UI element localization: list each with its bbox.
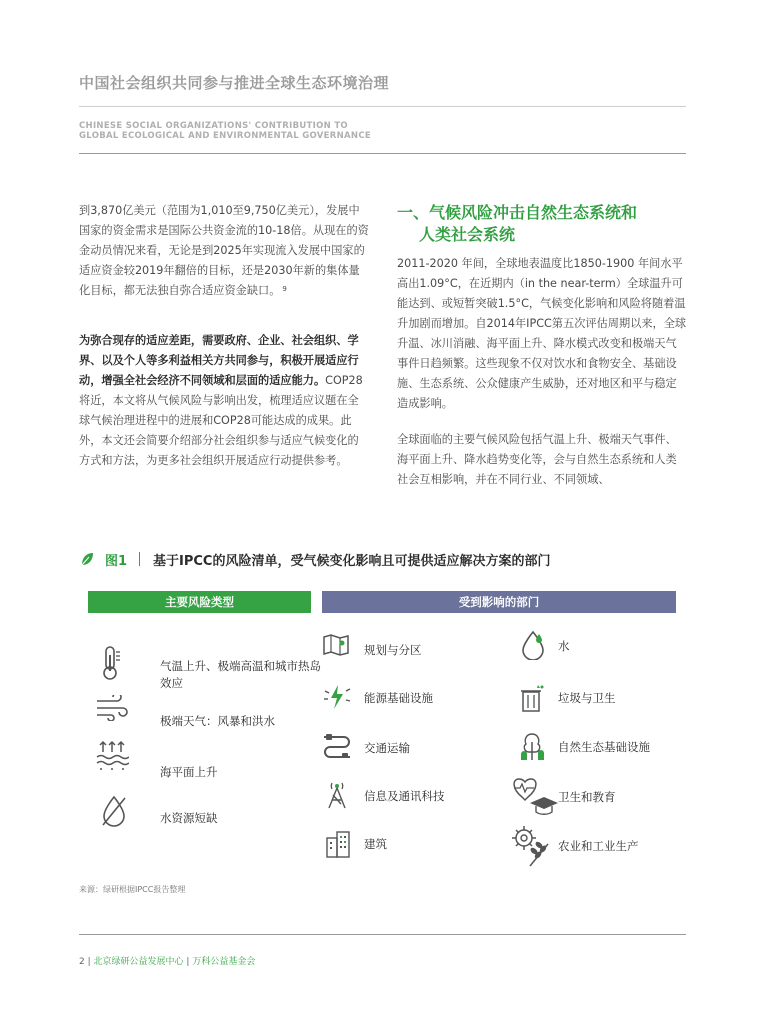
page-header-title: 中国社会组织共同参与推进全球生态环境治理 [79, 74, 390, 92]
right-paragraph-1 [397, 254, 687, 414]
leaf-icon [79, 551, 95, 567]
section-title-line1: 一、气候风险冲击自然生态系统和 [397, 203, 638, 222]
trash-icon [519, 683, 545, 713]
health-education-icon [508, 775, 558, 817]
sector-label-ict: 信息及通讯科技 [364, 789, 445, 803]
transport-icon [322, 733, 352, 759]
risk-label-sea-level: 海平面上升 [160, 765, 218, 779]
risk-label-storm: 极端天气：风暴和洪水 [160, 714, 275, 728]
sector-label-energy: 能源基础设施 [364, 691, 433, 705]
figure-number: 图1 [105, 554, 128, 569]
energy-icon [322, 683, 352, 711]
footer-separator-1: | [87, 957, 94, 967]
left-paragraph-1 [79, 201, 369, 301]
agriculture-icon [510, 824, 554, 868]
left-para1-text: 到3,870亿美元（范围为1,010至9,750亿美元），发展中国家的资金需求是国际公共资金流的10-18倍。从现在的资金动员情况来看，无论是到2025年实现流入发展中国家的适应资金较2019年翻倍的目标，还是2030年新的集体量化目标，都无法独自弥合适应资金缺口。 [79, 204, 369, 297]
figure-title-separator [139, 552, 140, 566]
page-header-english [79, 121, 371, 141]
footer-divider [79, 934, 686, 935]
header-english-line1: CHINESE SOCIAL ORGANIZATIONS' CONTRIBUTION TO [79, 121, 348, 131]
footer-separator-2: | [186, 957, 193, 967]
footer-org-1: 北京绿研公益发展中心 [93, 957, 184, 967]
risk-types-header: 主要风险类型 [88, 591, 311, 613]
right-para2-text: 全球面临的主要气候风险包括气温上升、极端天气事件、海平面上升、降水趋势变化等，会与自然生态系统和人类社会互相影响，并在不同行业、不同领域、 [397, 433, 677, 486]
section-title [397, 202, 697, 246]
left-para2-rest: COP28将近，本文将从气候风险与影响出发，梳理适应议题在全球气候治理进程中的进展和COP28可能达成的成果。此外，本文还会简要介绍部分社会组织参与适应气候变化的方式和方法，为更多社会组织开展适应行动提供参考。 [79, 374, 363, 467]
sector-label-waste: 垃圾与卫生 [558, 691, 616, 705]
header-divider [79, 106, 686, 107]
water-drop-icon [519, 630, 547, 660]
sector-label-water: 水 [558, 639, 570, 653]
figure-source: 来源：绿研根据IPCC报告整理 [79, 885, 186, 894]
header-bottom-divider [79, 153, 686, 154]
footer-org-2: 万科公益基金会 [192, 957, 256, 967]
footnote-marker[interactable]: 9 [282, 285, 287, 293]
sea-level-icon [95, 740, 129, 772]
risk-label-heat: 气温上升、极端高温和城市热岛效应 [160, 659, 321, 690]
affected-sectors-header: 受到影响的部门 [322, 591, 676, 613]
risk-label-water-scarcity: 水资源短缺 [160, 811, 218, 825]
header-english-line2: GLOBAL ECOLOGICAL AND ENVIRONMENTAL GOVERNANCE [79, 131, 371, 141]
sector-label-transport: 交通运输 [364, 741, 410, 755]
sector-label-health-education: 卫生和教育 [558, 790, 616, 804]
sector-label-ecological-infra: 自然生态基础设施 [558, 740, 650, 754]
wind-icon [95, 695, 129, 721]
right-para1-text: 2011-2020 年间，全球地表温度比1850-1900 年间水平高出1.09°C，在近期内（in the near-term）全球温升可能达到、或短暂突破1.5°C，气候变化影响和风险将随着温升加剧而增加。自2014年IPCC第五次评估周期以来，全球升温、冰川消融、海平面上升、降水模式改变和极端天气事件日趋频繁。这些现象不仅对饮水和食物安全、基础设施、生态系统、公众健康产生威胁，还对地区和平与稳定造成影响。 [397, 257, 687, 410]
sector-label-building: 建筑 [364, 837, 387, 851]
left-paragraph-2 [79, 331, 369, 471]
left-para2-bold: 为弥合现存的适应差距，需要政府、企业、社会组织、学界、以及个人等多利益相关方共同参与，积极开展适应行动，增强全社会经济不同领域和层面的适应能力。 [79, 334, 359, 387]
page-footer [79, 954, 255, 967]
figure-title: 基于IPCC的风险清单，受气候变化影响且可提供适应解决方案的部门 [153, 554, 551, 569]
figure-title-row [79, 548, 689, 570]
building-icon [324, 830, 352, 858]
tower-icon [324, 780, 350, 810]
section-title-line2: 人类社会系统 [419, 225, 516, 244]
sector-label-agriculture: 农业和工业生产 [558, 839, 639, 853]
right-paragraph-2 [397, 430, 687, 490]
water-scarcity-icon [100, 795, 128, 827]
thermometer-icon [99, 645, 123, 681]
page-number: 2 [79, 957, 85, 967]
map-icon [322, 633, 350, 657]
tree-icon [516, 732, 548, 762]
sector-label-planning: 规划与分区 [364, 643, 422, 657]
